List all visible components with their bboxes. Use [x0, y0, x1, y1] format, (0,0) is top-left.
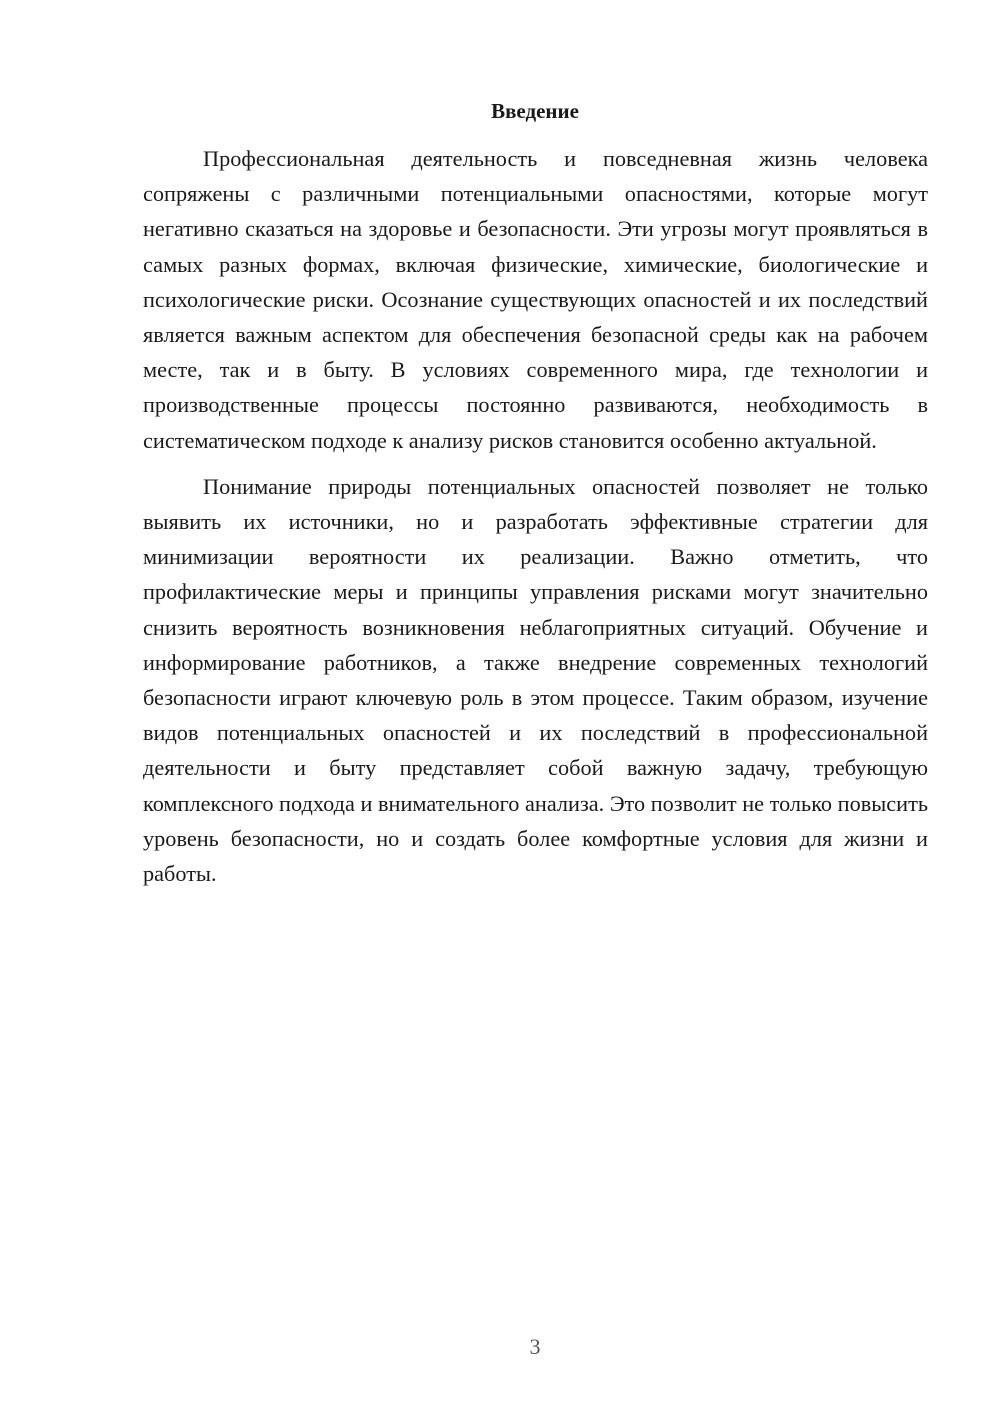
page-number: 3 [529, 1334, 541, 1359]
paragraph: Понимание природы потенциальных опасностей позволяет не только выявить их источники, но и разработать эффективные стратегии для минимизации вероятности их реализации. Важно отметить, что профилактические меры и принципы управления рисками могут значительно снизить вероятность возникновения неблагоприятных ситуаций. Обучение и информирование работников, а также внедрение современных технологий безопасности играют ключевую роль в этом процессе. Таким образом, изучение видов потенциальных опасностей и их последствий в профессиональной деятельности и быту представляет собой важную задачу, требующую комплексного подхода и внимательного анализа. Это позволит не только повысить уровень безопасности, но и создать более комфортные условия для жизни и работы. [143, 473, 928, 887]
section-title: Введение [491, 99, 579, 123]
paragraph: Профессиональная деятельность и повседневная жизнь человека сопряжены с различными потенциальными опасностями, которые могут негативно сказаться на здоровье и безопасности. Эти угрозы могут проявляться в самых разных формах, включая физические, химические, биологические и психологические риски. Осознание существующих опасностей и их последствий является важным аспектом для обеспечения безопасной среды как на рабочем месте, так и в быту. В условиях современного мира, где технологии и производственные процессы постоянно развиваются, необходимость в систематическом подходе к анализу рисков становится особенно актуальной. [143, 146, 928, 453]
body-text [143, 141, 928, 891]
